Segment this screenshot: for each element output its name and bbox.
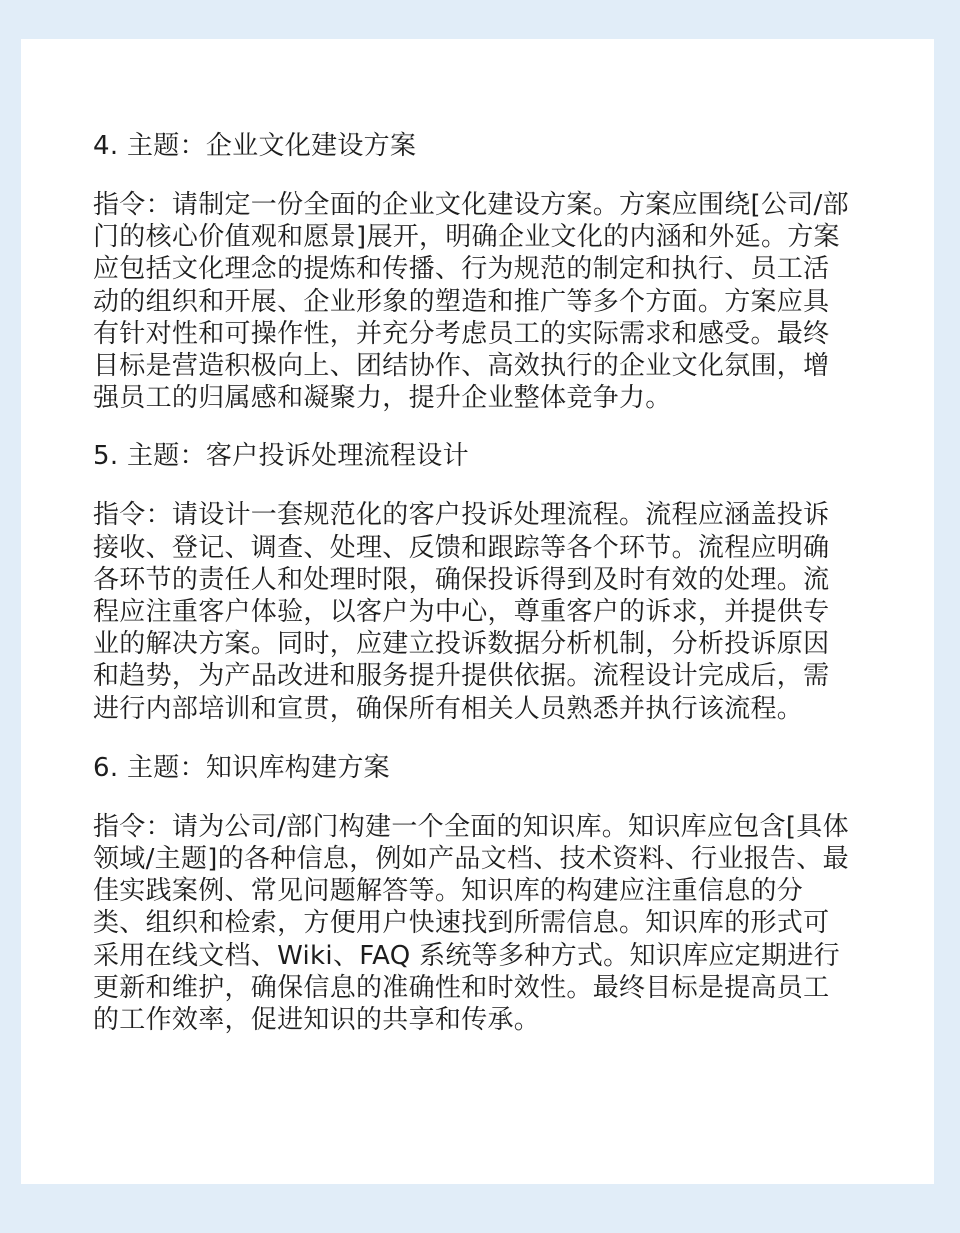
- instruction-line: 接收、登记、调查、处理、反馈和跟踪等各个环节。流程应明确: [93, 532, 830, 563]
- instruction-line: 采用在线文档、Wiki、FAQ 系统等多种方式。知识库应定期进行: [93, 940, 840, 971]
- instruction-line: 领域/主题]的各种信息，例如产品文档、技术资料、行业报告、最: [93, 844, 849, 875]
- instruction-line: 指令：请为公司/部门构建一个全面的知识库。知识库应包含[具体: [93, 811, 849, 842]
- instruction-line: 有针对性和可操作性，并充分考虑员工的实际需求和感受。最终: [93, 318, 830, 349]
- instruction-line: 各环节的责任人和处理时限，确保投诉得到及时有效的处理。流: [93, 564, 830, 595]
- instruction-line: 应包括文化理念的提炼和传播、行为规范的制定和执行、员工活: [93, 254, 830, 285]
- section-5: [93, 439, 893, 724]
- instruction-line: 目标是营造积极向上、团结协作、高效执行的企业文化氛围，增: [93, 351, 830, 382]
- instruction-line: 进行内部培训和宣贯，确保所有相关人员熟悉并执行该流程。: [93, 693, 804, 724]
- section-4: [93, 129, 893, 414]
- instruction-line: 类、组织和检索，方便用户快速找到所需信息。知识库的形式可: [93, 908, 830, 939]
- document-content: [93, 121, 893, 1036]
- instruction-line: 业的解决方案。同时，应建立投诉数据分析机制，分析投诉原因: [93, 629, 830, 660]
- instruction-line: 和趋势，为产品改进和服务提升提供依据。流程设计完成后，需: [93, 661, 830, 692]
- instruction-line: 佳实践案例、常见问题解答等。知识库的构建应注重信息的分: [93, 876, 804, 907]
- instruction-line: 的工作效率，促进知识的共享和传承。: [93, 1005, 541, 1036]
- instruction-line: 动的组织和开展、企业形象的塑造和推广等多个方面。方案应具: [93, 286, 830, 317]
- section-instruction: [93, 811, 893, 1036]
- instruction-line: 强员工的归属感和凝聚力，提升企业整体竞争力。: [93, 383, 672, 414]
- instruction-line: 程应注重客户体验，以客户为中心，尊重客户的诉求，并提供专: [93, 597, 830, 628]
- section-instruction: [93, 189, 893, 414]
- section-instruction: [93, 499, 893, 724]
- instruction-line: 指令：请设计一套规范化的客户投诉处理流程。流程应涵盖投诉: [93, 500, 830, 531]
- section-6: [93, 751, 893, 1036]
- document-card: [21, 39, 934, 1184]
- instruction-line: 指令：请制定一份全面的企业文化建设方案。方案应围绕[公司/部: [93, 190, 849, 220]
- section-heading: 6. 主题：知识库构建方案: [93, 752, 390, 783]
- instruction-line: 门的核心价值观和愿景]展开，明确企业文化的内涵和外延。方案: [93, 222, 840, 253]
- section-heading: 5. 主题：客户投诉处理流程设计: [93, 441, 469, 472]
- section-heading: 4. 主题：企业文化建设方案: [93, 131, 417, 161]
- instruction-line: 更新和维护，确保信息的准确性和时效性。最终目标是提高员工: [93, 972, 830, 1003]
